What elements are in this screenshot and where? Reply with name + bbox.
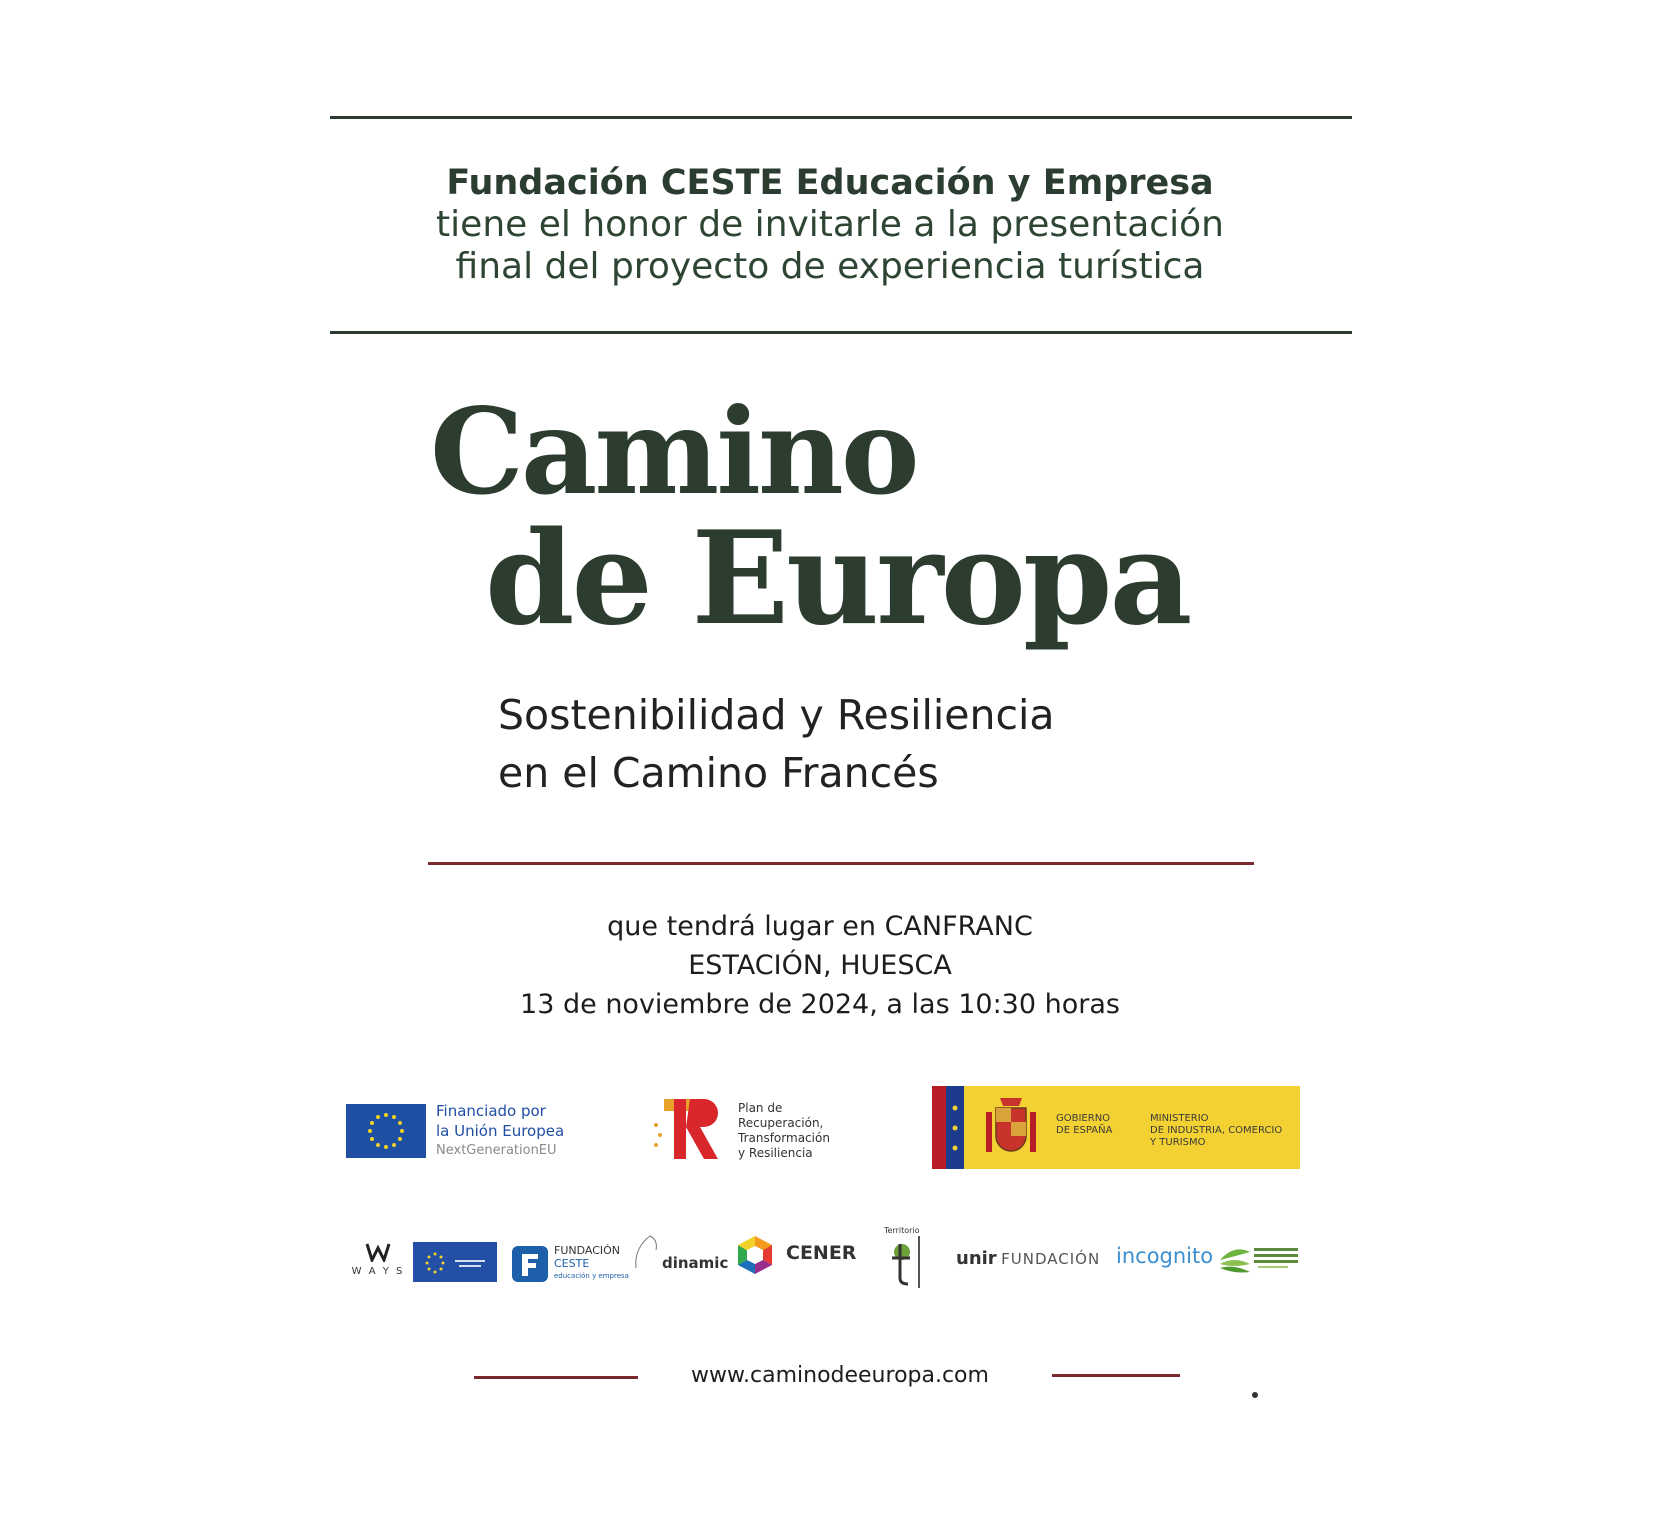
ceste-line-2: CESTE (554, 1257, 590, 1270)
eu-flag-icon (346, 1104, 426, 1158)
subtitle-line-2: en el Camino Francés (498, 749, 939, 797)
intro-block (330, 162, 1330, 288)
prtr-text (738, 1101, 830, 1161)
gov-red-stripe (932, 1086, 946, 1169)
incognito-label: incognito (1116, 1244, 1214, 1268)
ways-mark-icon (365, 1242, 391, 1262)
second-rule (330, 331, 1352, 334)
ceste-line-3: educación y empresa (554, 1272, 629, 1280)
eu-line-3: NextGenerationEU (436, 1143, 557, 1158)
min-line-2: DE INDUSTRIA, COMERCIO (1150, 1125, 1283, 1136)
website-url: www.caminodeeuropa.com (691, 1363, 989, 1388)
cener-label: CENER (786, 1242, 857, 1264)
unir-fundacion-label: FUNDACIÓN (1001, 1250, 1101, 1268)
gob-line-2: DE ESPAÑA (1056, 1125, 1113, 1136)
footer-right-rule (1052, 1374, 1180, 1377)
ceste-line-1: FUNDACIÓN (554, 1244, 621, 1257)
logo-word-camino: Camino (430, 382, 917, 521)
territorio-logo (880, 1226, 930, 1288)
venue-block (500, 907, 1140, 1024)
gov-blue-stripe (946, 1086, 964, 1169)
gobierno-espana-logo (932, 1086, 1300, 1169)
speck-mark (1252, 1392, 1258, 1398)
intro-line-1: tiene el honor de invitarle a la presentación (436, 204, 1224, 245)
logo-word-de-europa: de Europa (485, 504, 1190, 654)
territorio-label: Territorio (884, 1226, 920, 1235)
gob-line-1: GOBIERNO (1056, 1113, 1111, 1124)
eu-funding-text (436, 1101, 564, 1161)
dinamic-label: dinamic (662, 1254, 729, 1272)
organization-name: Fundación CESTE Educación y Empresa (446, 163, 1214, 203)
ways-logo (348, 1242, 408, 1277)
dinamic-mark-icon (632, 1232, 662, 1272)
min-line-1: MINISTERIO (1150, 1113, 1209, 1124)
min-line-3: Y TURISMO (1150, 1137, 1206, 1148)
incognito-logo (1116, 1244, 1213, 1268)
prtr-logo-icon (650, 1095, 726, 1163)
footer-left-rule (474, 1376, 638, 1379)
top-rule (330, 116, 1352, 119)
green-partner-logo (1218, 1242, 1302, 1278)
event-date-time: 13 de noviembre de 2024, a las 10:30 horas (520, 989, 1120, 1020)
eu-line-1: Financiado por (436, 1102, 546, 1120)
green-leaf-icon (1218, 1242, 1302, 1278)
prtr-line-1: Plan de (738, 1101, 783, 1115)
territorio-t-icon (880, 1236, 924, 1288)
eu-line-2: la Unión Europea (436, 1122, 565, 1140)
prtr-line-2: Recuperación, (738, 1116, 824, 1130)
fc-mark-icon (512, 1246, 548, 1282)
gobierno-text (1056, 1113, 1112, 1137)
ministerio-text (1150, 1113, 1282, 1149)
coat-of-arms-icon (982, 1094, 1040, 1160)
venue-line-2: ESTACIÓN, HUESCA (688, 950, 952, 981)
prtr-line-4: y Resiliencia (738, 1146, 813, 1160)
prtr-line-3: Transformación (738, 1131, 830, 1145)
ways-label: W A Y S (351, 1266, 405, 1277)
project-subtitle (498, 686, 1055, 802)
subtitle-line-1: Sostenibilidad y Resiliencia (498, 691, 1055, 739)
cener-logo (734, 1234, 857, 1284)
stars-circle-icon (413, 1242, 497, 1282)
cener-hexagon-icon (734, 1234, 776, 1276)
dinamic-logo (632, 1232, 729, 1282)
unir-label: unir (956, 1248, 997, 1269)
intro-line-2: final del proyecto de experiencia turística (455, 246, 1205, 287)
venue-line-1: que tendrá lugar en CANFRANC (607, 911, 1033, 942)
cafe-europa-logo (413, 1242, 497, 1282)
unir-fundacion-logo (956, 1248, 1100, 1269)
red-divider (428, 862, 1254, 865)
